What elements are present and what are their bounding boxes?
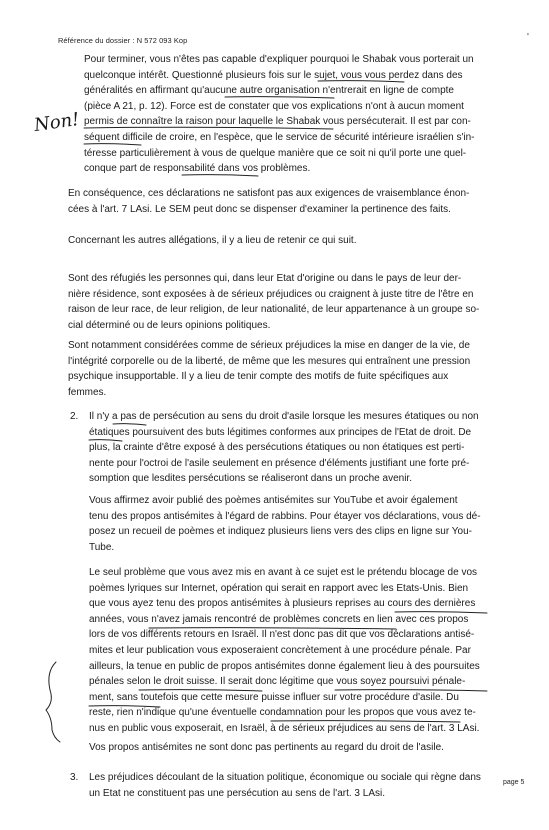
paragraph-refugee-definition (68, 271, 479, 333)
text-line: Tube. (89, 541, 115, 553)
text-line: Concernant les autres allégations, il y a lieu de retenir ce qui suit. (68, 235, 357, 246)
text-line: Vos propos antisémites ne sont donc pas pertinents au regard du droit de l'asile. (89, 742, 444, 753)
text-line: Les préjudices découlant de la situation politique, économique ou sociale qui règne dans (89, 772, 481, 783)
paragraph-legitimate-measures (89, 409, 479, 487)
text-line: plus, la crainte d'être exposé à des persécutions étatiques ou non étatiques est perti- (89, 442, 465, 454)
paragraph-other-allegations (68, 233, 357, 249)
paragraph-serious-harm (68, 338, 470, 400)
paragraph-only-problem (89, 565, 480, 737)
text-line: posez un recueil de poèmes et indiquez plusieurs liens vers des clips en ligne sur You- (89, 526, 473, 538)
text-line: nente pour l'octroi de l'asile seulement en présence d'éléments justifiant une forte pré- (89, 457, 470, 469)
text-line: Le seul problème que vous avez mis en avant à ce sujet est le prétendu blocage de vos (89, 567, 478, 578)
text-line: En conséquence, ces déclarations ne satisfont pas aux exigences de vraisemblance énon- (68, 188, 470, 199)
text-line: conque part de responsabilité dans vos problèmes. (84, 163, 311, 175)
text-line: tenu des propos antisémites à l'égard de rabbins. Pour étayer vos déclarations, vous dé- (89, 510, 481, 522)
text-line: nière résidence, sont exposées à de sérieux préjudices ou craignent à juste titre de l'être en (68, 288, 474, 300)
text-line: ment, sans toutefois que cette mesure puisse influer sur votre procédure d'asile. Du (89, 691, 459, 703)
file-reference: Référence du dossier : N 572 093 Kop (58, 36, 188, 45)
text-line: années, vous n'avez jamais rencontré de problèmes concrets en lien avec ces propos (89, 613, 469, 625)
text-line: l'intégrité corporelle ou de la liberté, de même que les mesures qui entraînent une pression (68, 355, 471, 367)
text-line: Pour terminer, vous n'êtes pas capable d'expliquer pourquoi le Shabak vous porterait un (84, 54, 474, 65)
text-line: psychique insupportable. Il y a lieu de tenir compte des motifs de fuite spécifiques aux (68, 371, 449, 383)
text-line: séquent difficile de croire, en l'espèce, que le service de sécurité intérieure israélien s'in- (84, 131, 475, 143)
list-number-2: 2. (70, 411, 79, 422)
text-line: femmes. (68, 386, 107, 398)
text-line: Sont des réfugiés les personnes qui, dans leur Etat d'origine ou dans le pays de leur der- (68, 273, 462, 284)
text-line: étatiques poursuivent des buts légitimes conformes aux principes de l'Etat de droit. De (89, 426, 472, 438)
text-line: que vous ayez tenu des propos antisémites à plusieurs reprises au cours des dernières (89, 598, 476, 610)
text-line: cées à l'art. 7 LAsi. Le SEM peut donc se dispenser d'examiner la pertinence des faits. (68, 203, 451, 215)
text-line: généralités en affirmant qu'aucune autre organisation n'entrerait en ligne de compte (84, 85, 454, 97)
paragraph-youtube-poems (89, 493, 481, 555)
page-number: page 5 (503, 779, 525, 786)
text-line: somption que lesdites persécutions se réaliseront dans un proche avenir. (89, 473, 412, 485)
paragraph-consequence (68, 186, 469, 217)
text-line: quelconque intérêt. Questionné plusieurs fois sur le sujet, vous vous perdez dans des (84, 69, 463, 81)
paragraph-conclusion-shabak (84, 52, 475, 177)
text-line: ailleurs, la tenue en public de propos antisémites donne également lieu à des poursuites (89, 660, 480, 672)
text-line: poèmes lyriques sur Internet, opération qui serait en rapport avec les Etats-Unis. Bien (89, 582, 469, 594)
text-line: lors de vos différents retours en Israël. Il n'est donc pas dit que vos déclarations antisé- (89, 629, 475, 641)
text-line: (pièce A 21, p. 12). Force est de constater que vos explications n'ont à aucun moment (84, 100, 464, 112)
text-line: raison de leur race, de leur religion, de leur nationalité, de leur appartenance à un groupe so- (68, 304, 480, 316)
text-line: Sont notamment considérées comme de sérieux préjudices la mise en danger de la vie, de (68, 340, 470, 351)
text-line: reste, rien n'indique qu'une éventuelle condamnation pour les propos que vous avez te- (89, 707, 476, 719)
paragraph-not-pertinent (89, 740, 444, 756)
list-number-3: 3. (70, 772, 79, 783)
handwritten-margin-note: Non! (32, 108, 81, 137)
text-line: Vous affirmez avoir publié des poèmes antisémites sur YouTube et avoir également (89, 495, 458, 506)
stray-mark: ' (527, 32, 529, 43)
text-line: pénales selon le droit suisse. Il serait donc légitime que vous soyez poursuivi pénale- (89, 676, 466, 688)
text-line: mites et leur publication vous exposeraient concrètement à une procédure pénale. Par (89, 644, 471, 656)
text-line: cial déterminé ou de leurs opinions politiques. (68, 319, 271, 331)
text-line: un Etat ne constituent pas une persécution au sens de l'art. 3 LAsi. (89, 787, 385, 799)
text-line: permis de connaître la raison pour laquelle le Shabak vous persécuterait. Il est par con- (84, 116, 471, 128)
text-line: Il n'y a pas de persécution au sens du droit d'asile lorsque les mesures étatiques ou non (89, 411, 479, 422)
ink-bracket (46, 662, 60, 742)
text-line: téresse particulièrement à vous de quelque manière que ce soit ni qu'il porte une quel- (84, 147, 467, 159)
paragraph-political-situation (89, 770, 481, 801)
text-line: nus en public vous exposerait, en Israël, à de sérieux préjudices au sens de l'art. 3 LAsi. (89, 722, 480, 734)
